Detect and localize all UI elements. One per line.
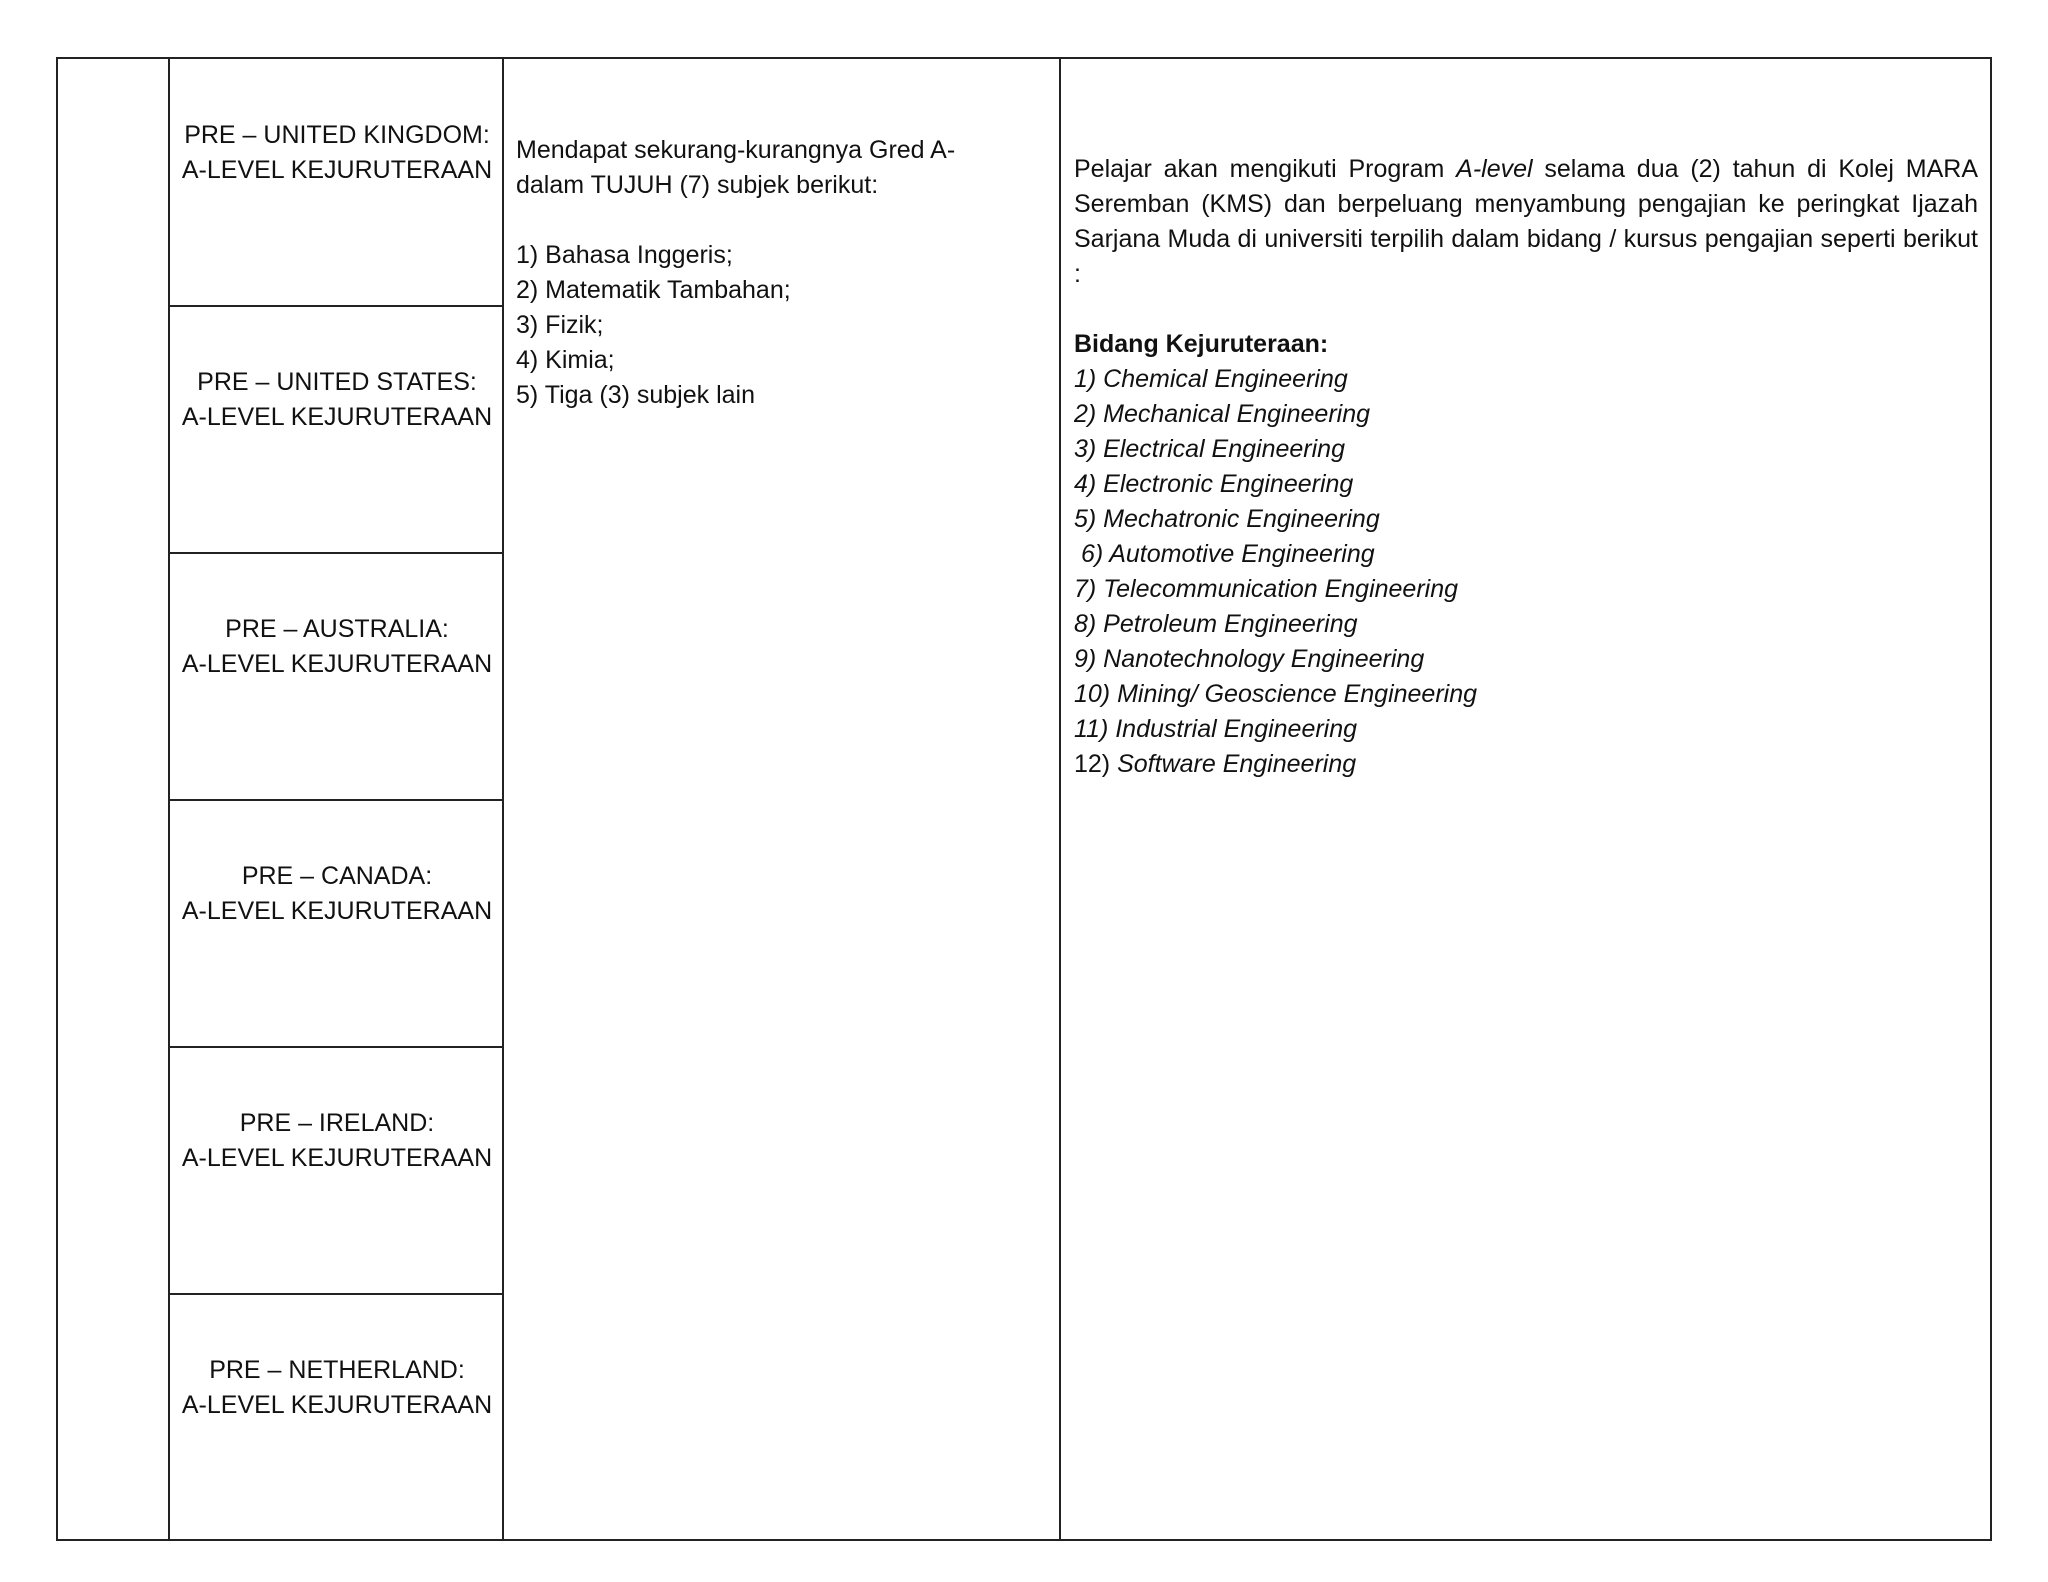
field-item: 10) Mining/ Geoscience Engineering [1074,680,1478,708]
field-item: 4) Electronic Engineering [1074,470,1354,498]
column-divider [1059,59,1061,1539]
requirements-intro: dalam TUJUH (7) subjek berikut: [516,171,879,199]
program-name: PRE – UNITED STATES: [197,367,477,396]
field-item: 2) Mechanical Engineering [1074,400,1371,428]
field-item: 7) Telecommunication Engineering [1074,575,1459,603]
field-item: 1) Chemical Engineering [1074,365,1348,393]
program-name: PRE – UNITED KINGDOM: [184,120,490,149]
program-cell [170,59,504,306]
field-item: 8) Petroleum Engineering [1074,610,1358,638]
program-table [56,57,1992,1541]
requirements-intro: Mendapat sekurang-kurangnya Gred A- [516,136,956,164]
field-item: 6) Automotive Engineering [1074,540,1375,568]
program-type: A-LEVEL KEJURUTERAAN [181,1143,493,1172]
program-type: A-LEVEL KEJURUTERAAN [181,896,493,925]
subject-item: 1) Bahasa Inggeris; [516,241,733,269]
program-cell [170,553,504,800]
program-name: PRE – AUSTRALIA: [225,614,449,643]
field-item: 12) Software Engineering [1074,750,1357,778]
field-item: 11) Industrial Engineering [1074,715,1358,743]
program-type: A-LEVEL KEJURUTERAAN [181,1390,493,1419]
subject-item: 3) Fizik; [516,311,604,339]
field-item: 5) Mechatronic Engineering [1074,505,1380,533]
program-type: A-LEVEL KEJURUTERAAN [181,402,493,431]
program-cell [170,800,504,1047]
subject-item: 5) Tiga (3) subjek lain [516,381,756,409]
field-heading: Bidang Kejuruteraan: [1074,330,1329,358]
program-type: A-LEVEL KEJURUTERAAN [181,649,493,678]
program-name: PRE – IRELAND: [239,1108,435,1137]
program-name: PRE – NETHERLAND: [209,1355,465,1384]
program-cell [170,1294,504,1541]
description-paragraph: Pelajar akan mengikuti Program A-level selama dua (2) tahun di Kolej MARA Seremban (KMS) dan berpeluang menyambung pengajian ke peringkat Ijazah Sarjana Muda di universiti terpilih dalam bidang / kursus pengajian seperti berikut : [1074,155,1978,288]
field-item: 9) Nanotechnology Engineering [1074,645,1425,673]
requirements-cell [516,133,1016,413]
program-type: A-LEVEL KEJURUTERAAN [181,155,493,184]
program-name: PRE – CANADA: [241,861,433,890]
subject-item: 4) Kimia; [516,346,615,374]
program-cell [170,306,504,553]
description-cell [1074,152,1978,782]
program-cell [170,1047,504,1294]
field-item: 3) Electrical Engineering [1074,435,1345,463]
subject-item: 2) Matematik Tambahan; [516,276,791,304]
